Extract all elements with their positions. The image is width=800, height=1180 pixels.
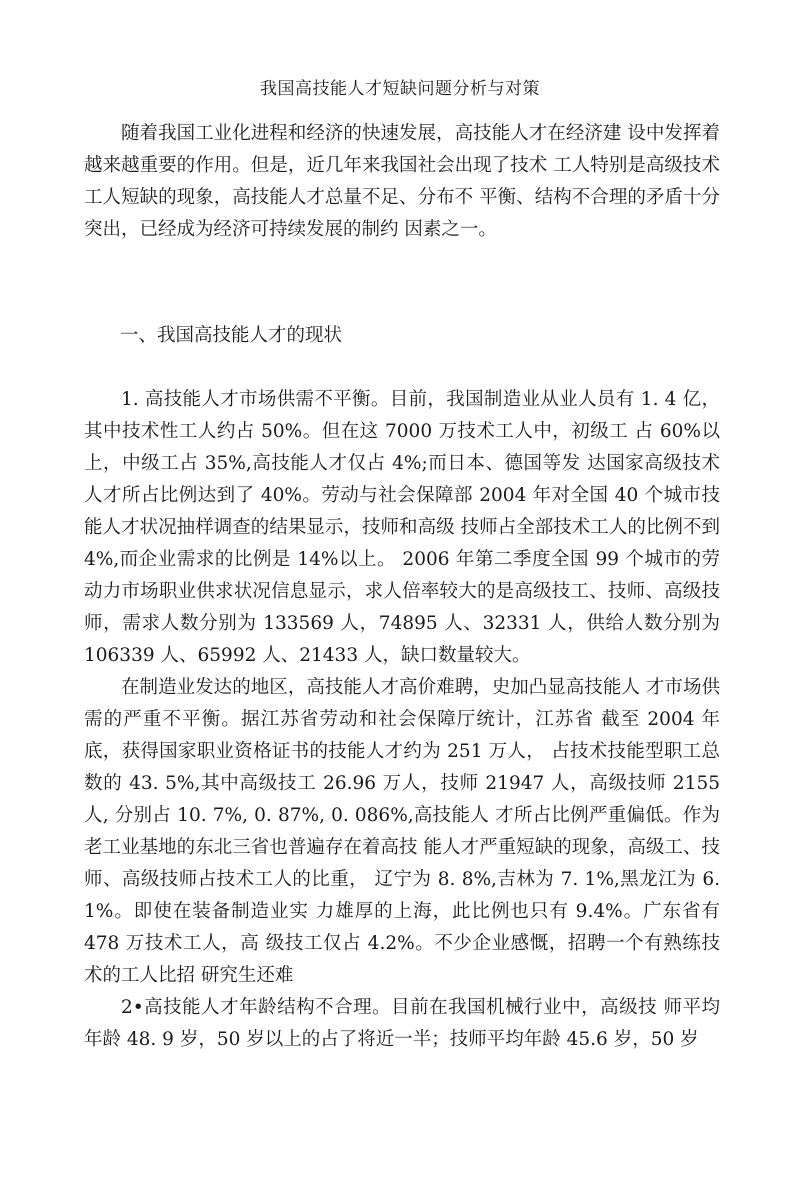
body-paragraph-1: 1. 高技能人才市场供需不平衡。目前，我国制造业从业人员有 1. 4 亿，其中技术性工人约占 50%。但在这 7000 万技术工人中，初级工 占 60%以上，中级工占 35%,高技能人才仅占 4%;而日本、德国等发 达国家高级技术人才所占比例达到了 40%。劳动与社会保障部 2004 年对全国 40 个城市技能人才状况抽样调查的结果显示，技师和高级 技师占全部技术工人的比例不到 4%,而企业需求的比例是 14%以上。 2006 年第二季度全国 99 个城市的劳动力市场职业供求状况信息显示，求人倍率较大的是高级技工、技师、高级技师，需求人数分别为 133569 人，74895 人、32331 人，供给人数分别为 106339 人、65992 人、21433 人，缺口数量较大。	[84, 389, 720, 666]
section-heading: 一、我国高技能人才的现状	[120, 325, 343, 346]
intro-paragraph: 随着我国工业化进程和经济的快速发展，高技能人才在经济建 设中发挥着越来越重要的作用。但是，近几年来我国社会出现了技术 工人特别是高级技术工人短缺的现象，高技能人才总量不足、分布不 平衡、结构不合理的矛盾十分突出，已经成为经济可持续发展的制约 因素之一。	[84, 123, 720, 240]
body-paragraph-2: 在制造业发达的地区，高技能人才高价难聘，史加凸显高技能人 才市场供需的严重不平衡。据江苏省劳动和社会保障厅统计，江苏省 截至 2004 年底，获得国家职业资格证书的技能人才约为 251 万人， 占技术技能型职工总数的 43. 5%,其中高级技工 26.96 万人，技师 21947 人，高级技师 2155 人, 分别占 10. 7%, 0. 87%, 0. 086%,高技能人 才所占比例严重偏低。作为老工业基地的东北三省也普遍存在着高技 能人才严重短缺的现象，高级工、技师、高级技师占技术工人的比重， 辽宁为 8. 8%,吉林为 7. 1%,黑龙江为 6. 1%。即使在装备制造业实 力雄厚的上海，此比例也只有 9.4%。广东省有 478 万技术工人，高 级技工仅占 4.2%。不少企业感慨，招聘一个有熟练技术的工人比招 研究生还难	[84, 677, 720, 986]
section-body	[84, 384, 720, 1056]
document-title: 我国高技能人才短缺问题分析与对策	[260, 79, 540, 99]
body-paragraph-3: 2•高技能人才年龄结构不合理。目前在我国机械行业中，高级技 师平均年龄 48. 9 岁，50 岁以上的占了将近一半；技师平均年龄 45.6 岁，50 岁	[84, 997, 720, 1050]
intro-section	[84, 118, 720, 246]
